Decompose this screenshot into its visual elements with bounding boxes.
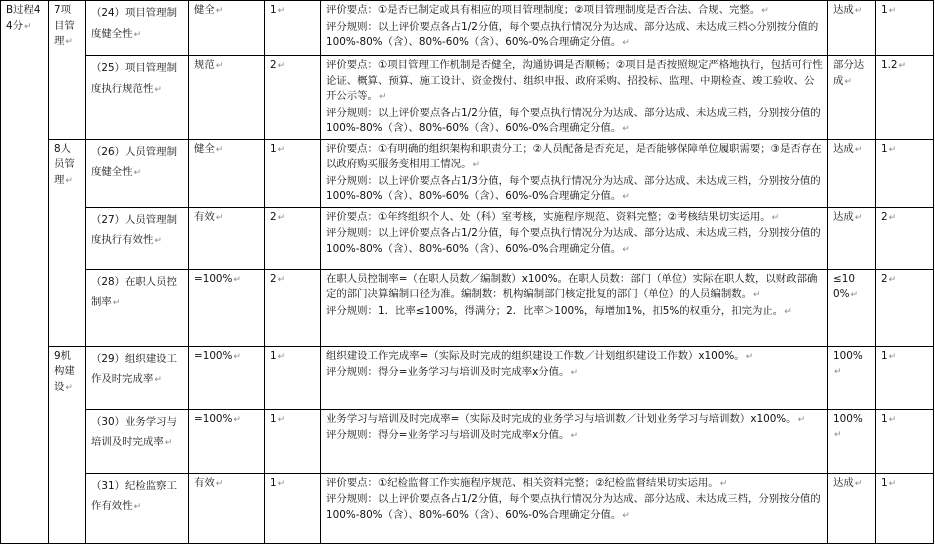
paragraph-mark: ↵ xyxy=(65,175,73,186)
description-cell xyxy=(321,346,828,409)
description-paragraph: 评分规则：以上评价要点各占1/2分值，每个要点执行情况分为达成、部分达成、未达成三档，分别按分值的100%-80%（含）、80%-60%（含）、60%-0%合理确定分值。↵ xyxy=(326,106,821,134)
paragraph-mark: ↵ xyxy=(850,290,859,300)
result-cell: 部分达成↵ xyxy=(828,56,876,140)
weight-cell: 1↵ xyxy=(265,409,321,473)
description-cell xyxy=(321,269,828,346)
description-cell xyxy=(321,56,828,140)
standard-cell: 健全↵ xyxy=(189,139,265,207)
paragraph-mark: ↵ xyxy=(888,6,897,16)
paragraph-mark: ↵ xyxy=(834,367,842,377)
paragraph-mark: ↵ xyxy=(888,212,897,223)
result-cell: 达成↵ xyxy=(828,207,876,269)
paragraph-mark: ↵ xyxy=(472,160,481,170)
indicator-cell: （25）项目管理制度执行规范性↵ xyxy=(86,56,189,140)
description-paragraph: 评分规则：得分=业务学习与培训及时完成率x分值。↵ xyxy=(326,366,578,378)
paragraph-mark: ↵ xyxy=(834,430,842,440)
description-paragraph: 组织建设工作完成率=（实际及时完成的组织建设工作数／计划组织建设工作数）x100%。↵ xyxy=(326,349,754,362)
score-cell: 1↵ xyxy=(876,1,934,56)
description-paragraph: 评价要点：①有明确的组织架构和职责分工；②人员配备是否充足，是否能够保障单位履职需要；③是否存在以政府购买服务变相用工情况。↵ xyxy=(326,142,822,170)
paragraph-mark: ↵ xyxy=(784,306,792,317)
paragraph-mark: ↵ xyxy=(215,144,224,155)
description-cell xyxy=(321,207,828,269)
result-cell: 达成↵ xyxy=(828,139,876,207)
score-cell: 1↵ xyxy=(876,139,934,207)
paragraph-mark: ↵ xyxy=(277,61,286,71)
table-row xyxy=(1,1,934,56)
paragraph-mark: ↵ xyxy=(745,351,754,362)
weight-cell: 1↵ xyxy=(265,473,321,543)
paragraph-mark: ↵ xyxy=(622,244,630,255)
description-paragraph: 评分规则：以上评价要点各占1/2分值，每个要点执行情况分为达成、部分达成、未达成三档◇分别按分值的100%-80%（含）、80%-60%（含）、60%-0%合理确定分值。↵ xyxy=(326,20,819,48)
paragraph-mark: ↵ xyxy=(622,192,630,202)
description-cell xyxy=(321,1,828,56)
description-paragraph: 评分规则：以上评价要点各占1/2分值，每个要点执行情况分为达成、部分达成、未达成三档，分别按分值的100%-80%（含）、80%-60%（含）、60%-0%合理确定分值。↵ xyxy=(326,227,821,255)
paragraph-mark: ↵ xyxy=(888,351,897,362)
paragraph-mark: ↵ xyxy=(844,76,852,87)
table-row xyxy=(1,56,934,140)
category-cell: B过程44分↵ xyxy=(1,1,49,544)
score-cell: 1↵ xyxy=(876,409,934,473)
weight-cell: 2↵ xyxy=(265,56,321,140)
table-row xyxy=(1,346,934,409)
weight-cell: 2↵ xyxy=(265,269,321,346)
paragraph-mark: ↵ xyxy=(277,274,286,285)
standard-cell: 有效↵ xyxy=(189,473,265,543)
paragraph-mark: ↵ xyxy=(622,38,630,48)
standard-cell: =100%↵ xyxy=(189,409,265,473)
paragraph-mark: ↵ xyxy=(277,6,286,16)
score-cell: 2↵ xyxy=(876,269,934,346)
paragraph-mark: ↵ xyxy=(65,382,73,393)
standard-cell: =100%↵ xyxy=(189,269,265,346)
paragraph-mark: ↵ xyxy=(898,61,907,71)
standard-cell: =100%↵ xyxy=(189,346,265,409)
standard-cell: 规范↵ xyxy=(189,56,265,140)
paragraph-mark: ↵ xyxy=(233,351,241,362)
description-cell xyxy=(321,473,828,543)
result-cell: 达成↵ xyxy=(828,473,876,543)
paragraph-mark: ↵ xyxy=(797,414,806,425)
paragraph-mark: ↵ xyxy=(215,61,224,71)
score-cell: 1.2↵ xyxy=(876,56,934,140)
result-cell: 达成↵ xyxy=(828,1,876,56)
paragraph-mark: ↵ xyxy=(215,478,224,489)
paragraph-mark: ↵ xyxy=(277,144,286,155)
paragraph-mark: ↵ xyxy=(888,144,897,155)
indicator-cell: （27）人员管理制度执行有效性↵ xyxy=(86,207,189,269)
paragraph-mark: ↵ xyxy=(164,438,173,448)
indicator-cell: （28）在职人员控制率↵ xyxy=(86,269,189,346)
paragraph-mark: ↵ xyxy=(854,6,863,16)
table-row xyxy=(1,207,934,269)
paragraph-mark: ↵ xyxy=(378,92,387,102)
description-paragraph: 在职人员控制率=（在职人员数／编制数）x100%。在职人员数：部门（单位）实际在职人数，以财政部确定的部门决算编制口径为准。编制数：机构编制部门核定批复的部门（单位）的人员编制数。↵ xyxy=(326,272,818,300)
paragraph-mark: ↵ xyxy=(133,168,142,178)
paragraph-mark: ↵ xyxy=(154,375,162,385)
indicator-cell: （29）组织建设工作及时完成率↵ xyxy=(86,346,189,409)
paragraph-mark: ↵ xyxy=(65,37,73,47)
paragraph-mark: ↵ xyxy=(277,212,286,223)
paragraph-mark: ↵ xyxy=(233,414,241,425)
description-paragraph: 评价要点：①纪检监督工作实施程序规范、相关资料完整；②纪检监督结果切实运用。↵ xyxy=(326,476,728,489)
paragraph-mark: ↵ xyxy=(215,6,224,16)
result-cell: 100%↵ xyxy=(828,346,876,409)
weight-cell: 1↵ xyxy=(265,1,321,56)
indicator-cell: （24）项目管理制度健全性↵ xyxy=(86,1,189,56)
score-cell: 2↵ xyxy=(876,207,934,269)
table-row xyxy=(1,409,934,473)
weight-cell: 1↵ xyxy=(265,346,321,409)
paragraph-mark: ↵ xyxy=(570,431,578,441)
paragraph-mark: ↵ xyxy=(888,274,897,285)
indicator-cell: （31）纪检监察工作有效性↵ xyxy=(86,473,189,543)
paragraph-mark: ↵ xyxy=(215,212,224,223)
paragraph-mark: ↵ xyxy=(761,6,769,16)
subcategory-cell: 7项目管理↵ xyxy=(49,1,86,140)
result-cell: 100%↵ xyxy=(828,409,876,473)
paragraph-mark: ↵ xyxy=(154,84,162,95)
paragraph-mark: ↵ xyxy=(570,368,578,378)
description-paragraph: 评分规则：以上评价要点各占1/2分值，每个要点执行情况分为达成、部分达成、未达成三档，分别按分值的100%-80%（含）、80%-60%（含）、60%-0%合理确定分值。↵ xyxy=(326,493,821,521)
paragraph-mark: ↵ xyxy=(854,144,863,155)
paragraph-mark: ↵ xyxy=(888,414,897,425)
paragraph-mark: ↵ xyxy=(277,414,286,425)
score-cell: 1↵ xyxy=(876,473,934,543)
weight-cell: 1↵ xyxy=(265,139,321,207)
paragraph-mark: ↵ xyxy=(771,212,780,223)
paragraph-mark: ↵ xyxy=(133,502,142,512)
description-paragraph: 业务学习与培训及时完成率=（实际及时完成的业务学习与培训数／计划业务学习与培训数）x100%。↵ xyxy=(326,412,806,425)
paragraph-mark: ↵ xyxy=(888,478,897,489)
paragraph-mark: ↵ xyxy=(133,29,142,40)
paragraph-mark: ↵ xyxy=(112,298,121,308)
paragraph-mark: ↵ xyxy=(719,478,728,489)
subcategory-cell: 8人员管理↵ xyxy=(49,139,86,346)
paragraph-mark: ↵ xyxy=(154,236,162,246)
paragraph-mark: ↵ xyxy=(277,478,286,489)
table-row xyxy=(1,473,934,543)
description-paragraph: 评价要点：①年终组织个人、处（科）室考核，实施程序规范、资料完整；②考核结果切实运用。↵ xyxy=(326,210,780,223)
paragraph-mark: ↵ xyxy=(24,21,32,32)
table-row xyxy=(1,139,934,207)
description-paragraph: 评价要点：①项目管理工作机制是否健全，沟通协调是否顺畅；②项目是否按照规定严格地执行，包括可行性论证、概算、预算、施工设计、资金拨付、组织申报、政府采购、招投标、监理、中期检查、竣工验收、公开公示等。↵ xyxy=(326,59,823,102)
paragraph-mark: ↵ xyxy=(753,290,761,300)
table-row xyxy=(1,269,934,346)
paragraph-mark: ↵ xyxy=(233,274,241,285)
paragraph-mark: ↵ xyxy=(622,124,630,134)
description-paragraph: 评价要点：①是否已制定或具有相应的项目管理制度；②项目管理制度是否合法、合规、完整。↵ xyxy=(326,4,769,16)
description-paragraph: 评分规则：以上评价要点各占1/3分值，每个要点执行情况分为达成、部分达成、未达成三档，分别按分值的100%-80%（含）、80%-60%（含）、60%-0%合理确定分值。↵ xyxy=(326,174,821,202)
standard-cell: 有效↵ xyxy=(189,207,265,269)
weight-cell: 2↵ xyxy=(265,207,321,269)
paragraph-mark: ↵ xyxy=(854,478,863,489)
description-paragraph: 评分规则：1．比率≤100%，得满分；2．比率＞100%，每增加1%，扣5%的权重分，扣完为止。↵ xyxy=(326,304,792,317)
standard-cell: 健全↵ xyxy=(189,1,265,56)
description-cell xyxy=(321,139,828,207)
paragraph-mark: ↵ xyxy=(277,351,286,362)
paragraph-mark: ↵ xyxy=(854,212,863,223)
indicator-cell: （26）人员管理制度健全性↵ xyxy=(86,139,189,207)
description-cell xyxy=(321,409,828,473)
subcategory-cell: 9机构建设↵ xyxy=(49,346,86,543)
score-cell: 1↵ xyxy=(876,346,934,409)
description-paragraph: 评分规则：得分=业务学习与培训及时完成率x分值。↵ xyxy=(326,429,578,441)
result-cell: ≤100%↵ xyxy=(828,269,876,346)
indicator-cell: （30）业务学习与培训及时完成率↵ xyxy=(86,409,189,473)
paragraph-mark: ↵ xyxy=(622,510,630,521)
